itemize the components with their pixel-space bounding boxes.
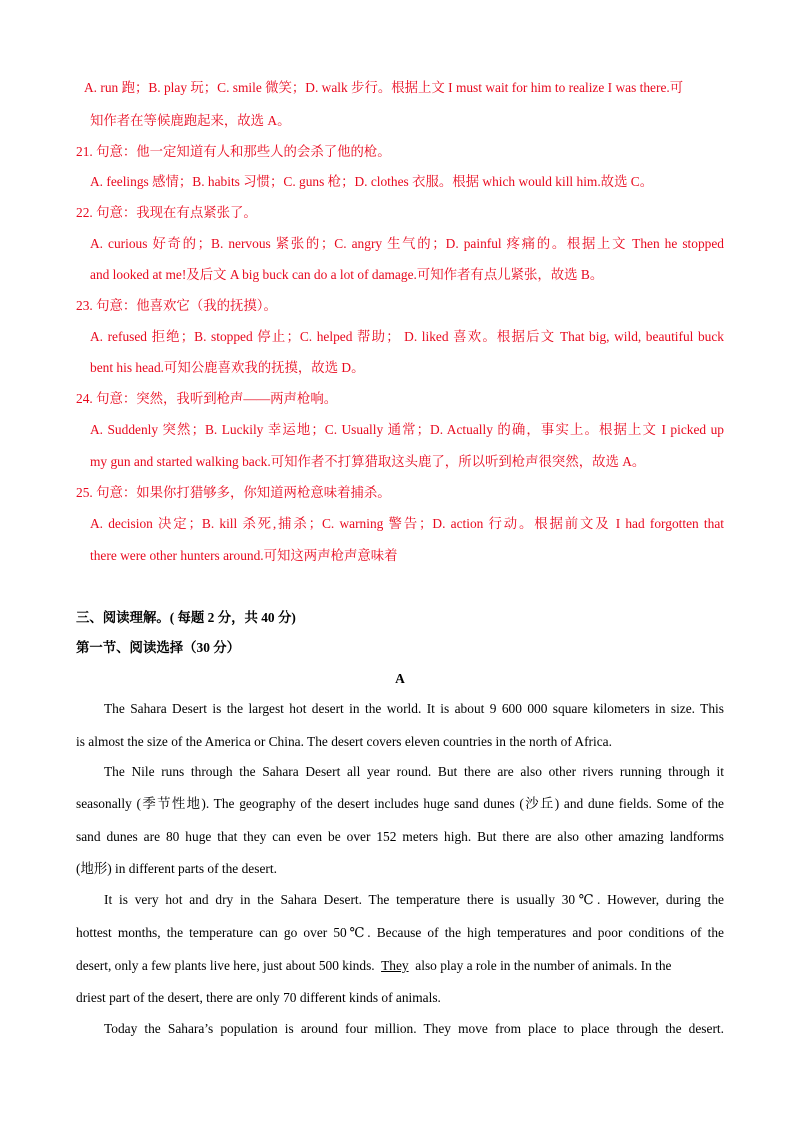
underlined-word-they: They (381, 958, 409, 973)
answer-24-title: 24. 句意：突然，我听到枪声——两声枪响。 (76, 391, 338, 406)
answer-22-explanation: and looked at me!及后文 A big buck can do a lot of damage.可知作者有点儿紧张，故选 B。 (90, 267, 604, 282)
answer-20-options: A. run 跑；B. play 玩；C. smile 微笑；D. walk 步行。根据上文 I must wait for him to realize I was there.可 (84, 80, 684, 95)
answer-22-title: 22. 句意：我现在有点紧张了。 (76, 205, 257, 220)
passage-paragraph-3-line-3 (76, 957, 724, 975)
answer-22-options: A. curious 好奇的；B. nervous 紧张的；C. angry 生气的；D. painful 疼痛的。根据上文 Then he stopped (90, 236, 724, 251)
answer-24-explanation: my gun and started walking back.可知作者不打算猎取这头鹿了，所以听到枪声很突然，故选 A。 (90, 454, 646, 469)
passage-paragraph-3-line-2: hottest months, the temperature can go over 50℃. Because of the high temperatures and poor conditions of the (76, 925, 724, 940)
answer-24-options: A. Suddenly 突然；B. Luckily 幸运地；C. Usually 通常；D. Actually 的确，事实上。根据上文 I picked up (90, 422, 724, 437)
section-subheading: 第一节、阅读选择（30 分） (76, 640, 241, 655)
answer-25-title: 25. 句意：如果你打猎够多，你知道两枪意味着捕杀。 (76, 485, 391, 500)
answer-21-title: 21. 句意：他一定知道有人和那些人的会杀了他的枪。 (76, 144, 391, 159)
passage-letter: A (395, 671, 405, 686)
passage-paragraph-3-line-4: driest part of the desert, there are only 70 different kinds of animals. (76, 990, 441, 1005)
answer-23-options: A. refused 拒绝；B. stopped 停止；C. helped 帮助； D. liked 喜欢。根据后文 That big, wild, beautiful buck (90, 329, 724, 344)
answer-20-explanation: 知作者在等候鹿跑起来，故选 A。 (90, 113, 291, 128)
answer-25-options: A. decision 决定；B. kill 杀死,捕杀；C. warning 警告；D. action 行动。根据前文及 I had forgotten that (90, 516, 724, 531)
passage-paragraph-2-line-2: seasonally (季节性地). The geography of the desert includes huge sand dunes (沙丘) and dune fields. Some of the (76, 796, 724, 811)
passage-paragraph-1-line-1: The Sahara Desert is the largest hot desert in the world. It is about 9 600 000 square kilometers in size. This (104, 701, 724, 716)
passage-paragraph-2-line-1: The Nile runs through the Sahara Desert all year round. But there are also other rivers running through it (104, 764, 724, 779)
passage-paragraph-2-line-3: sand dunes are 80 huge that they can even be over 152 meters high. But there are also other amazing landforms (76, 829, 724, 844)
answer-23-title: 23. 句意：他喜欢它（我的抚摸）。 (76, 298, 277, 313)
answer-21-options: A. feelings 感情；B. habits 习惯；C. guns 枪；D. clothes 衣服。根据 which would kill him.故选 C。 (90, 174, 654, 189)
section-heading: 三、阅读理解。( 每题 2 分，共 40 分) (76, 610, 296, 625)
passage-paragraph-3-line-1: It is very hot and dry in the Sahara Desert. The temperature there is usually 30℃. However, during the (104, 892, 724, 907)
passage-paragraph-4-line-1: Today the Sahara’s population is around four million. They move from place to place through the desert. (104, 1021, 724, 1036)
line-text-before: desert, only a few plants live here, just about 500 kinds. (76, 958, 382, 973)
line-text-after: also play a role in the number of animals. In the (408, 958, 672, 973)
answer-25-explanation: there were other hunters around.可知这两声枪声意味着 (90, 548, 398, 563)
passage-paragraph-1-line-2: is almost the size of the America or China. The desert covers eleven countries in the north of Africa. (76, 734, 612, 749)
answer-23-explanation: bent his head.可知公鹿喜欢我的抚摸，故选 D。 (90, 360, 365, 375)
passage-paragraph-2-line-4: (地形) in different parts of the desert. (76, 861, 277, 876)
